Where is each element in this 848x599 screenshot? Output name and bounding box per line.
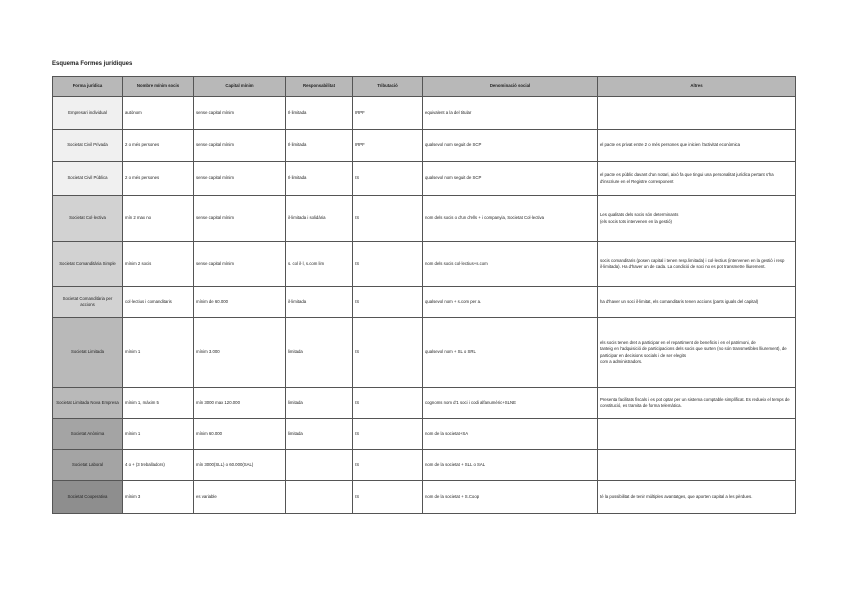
min-partners-cell: 2 o més persones: [123, 130, 194, 162]
company-name-cell: nom de la societat+SA: [423, 419, 598, 450]
min-partners-cell: autònom: [123, 97, 194, 130]
liability-cell: s. col il·l, s.com lim: [286, 242, 353, 287]
header-others: Altres: [598, 77, 796, 97]
liability-cell: il·limitada i solidària: [286, 196, 353, 242]
taxation-cell: IS: [353, 196, 423, 242]
liability-cell: [286, 450, 353, 481]
liability-cell: Il·limitada: [286, 162, 353, 196]
company-name-cell: cognoms nom d'1 soci i codi alfanumèric+SLNE: [423, 388, 598, 419]
company-name-cell: nom de la societat + SLL o SAL: [423, 450, 598, 481]
taxation-cell: IS: [353, 287, 423, 318]
liability-cell: Il·limitada: [286, 130, 353, 162]
table-row: [53, 287, 796, 318]
min-partners-cell: 2 o més persones: [123, 162, 194, 196]
table-row: [53, 481, 796, 514]
legal-form-cell: Societat Comanditària Simple: [53, 242, 123, 287]
legal-form-cell: Societat Limitada Nova Empresa: [53, 388, 123, 419]
taxation-cell: IS: [353, 450, 423, 481]
table-row: [53, 450, 796, 481]
others-cell: el pacte es privat entre 2 o més persones que inicien l'activitat econòmica: [598, 130, 796, 162]
header-taxation: Tributació: [353, 77, 423, 97]
min-partners-cell: 4 o + (3 treballadors): [123, 450, 194, 481]
taxation-cell: IS: [353, 318, 423, 388]
min-capital-cell: mínim de 60.000: [194, 287, 286, 318]
others-cell: té la possibilitat de tenir múltiples avantatges, que aporten capital a les pèrdues.: [598, 481, 796, 514]
legal-form-cell: Societat Col·lectiva: [53, 196, 123, 242]
others-cell: [598, 419, 796, 450]
table-row: [53, 162, 796, 196]
legal-form-cell: Societat Cooperativa: [53, 481, 123, 514]
company-name-cell: qualsevol nom + s.com per a.: [423, 287, 598, 318]
min-partners-cell: mínim 1, màxim 5: [123, 388, 194, 419]
taxation-cell: IS: [353, 388, 423, 419]
liability-cell: [286, 481, 353, 514]
others-cell: ha d'haver un soci il·limitat, els comanditaris tenen accions (parts iguals del capital): [598, 287, 796, 318]
company-name-cell: qualsevol nom seguit de SCP: [423, 162, 598, 196]
taxation-cell: IS: [353, 162, 423, 196]
table-row: [53, 242, 796, 287]
company-name-cell: nom dels socis col·lectius+s.com: [423, 242, 598, 287]
taxation-cell: IS: [353, 419, 423, 450]
legal-form-cell: Societat Comanditària per accions: [53, 287, 123, 318]
min-capital-cell: mín 3000(SLL) o 60.000(SAL): [194, 450, 286, 481]
company-name-cell: qualsevol nom + SL o SRL: [423, 318, 598, 388]
taxation-cell: IS: [353, 242, 423, 287]
taxation-cell: IS: [353, 481, 423, 514]
legal-form-cell: Societat Civil Pública: [53, 162, 123, 196]
legal-form-cell: Societat Limitada: [53, 318, 123, 388]
min-capital-cell: sense capital mínim: [194, 196, 286, 242]
legal-forms-table: [52, 76, 796, 514]
others-cell: socis comanditaris (posen capital i tenen resp.limitada) i col·lectius (intervenen en la gestió i resp il·limitada). Ha d'haver un de cada. La condició de soci no es pot transmetre lliurement.: [598, 242, 796, 287]
liability-cell: Il·limitada: [286, 97, 353, 130]
min-partners-cell: mínim 3: [123, 481, 194, 514]
legal-form-cell: Societat Laboral: [53, 450, 123, 481]
table-row: [53, 388, 796, 419]
header-company-name: Denominació social: [423, 77, 598, 97]
others-cell: el pacte es públic davant d'un notari, això fa que tingui una personalitat jurídica pertant s'ha d'inscriure en el Registre corresponent: [598, 162, 796, 196]
min-partners-cell: mínim 1: [123, 419, 194, 450]
header-min-capital: Capital mínim: [194, 77, 286, 97]
legal-form-cell: Societat Civil Privada: [53, 130, 123, 162]
table-row: [53, 318, 796, 388]
legal-form-cell: Empresari individual: [53, 97, 123, 130]
page-title: Esquema Formes jurídiques: [52, 61, 133, 67]
min-partners-cell: mínim 2 socis: [123, 242, 194, 287]
min-partners-cell: mínim 1: [123, 318, 194, 388]
min-capital-cell: mínim 60.000: [194, 419, 286, 450]
min-capital-cell: mínim 3.000: [194, 318, 286, 388]
min-capital-cell: sense capital mínim: [194, 97, 286, 130]
taxation-cell: IRPF: [353, 97, 423, 130]
others-cell: [598, 97, 796, 130]
liability-cell: limitada: [286, 419, 353, 450]
min-capital-cell: sense capital mínim: [194, 130, 286, 162]
legal-form-cell: Societat Anònima: [53, 419, 123, 450]
header-liability: Responsabilitat: [286, 77, 353, 97]
min-capital-cell: sense capital mínim: [194, 162, 286, 196]
others-cell: els socis tenen dret a participar en el repartiment de beneficis i en el patrimoni, de tanteig en l'adquisició de participacions dels socis que surten (no són transmetibles lliurement), de participar en decisions socials i de ser elegits com a administradors.: [598, 318, 796, 388]
table-row: [53, 196, 796, 242]
min-partners-cell: col·lectius i comanditaris: [123, 287, 194, 318]
table-row: [53, 97, 796, 130]
header-row: [53, 77, 796, 97]
min-capital-cell: sense capital mínim: [194, 242, 286, 287]
others-cell: [598, 450, 796, 481]
company-name-cell: qualsevol nom seguit de SCP: [423, 130, 598, 162]
header-min-partners: Nombre mínim socis: [123, 77, 194, 97]
min-partners-cell: mín 2 max no: [123, 196, 194, 242]
taxation-cell: IRPF: [353, 130, 423, 162]
min-capital-cell: mín 3000 max 120.000: [194, 388, 286, 419]
company-name-cell: equivalent a la del titular: [423, 97, 598, 130]
table-row: [53, 130, 796, 162]
liability-cell: il·limitada: [286, 287, 353, 318]
company-name-cell: nom de la societat + S.Coop: [423, 481, 598, 514]
table-row: [53, 419, 796, 450]
company-name-cell: nom dels socis o d'un d'ells + i companyia, Societat Col·lectiva: [423, 196, 598, 242]
header-legal-form: Forma jurídica: [53, 77, 123, 97]
liability-cell: limitada: [286, 318, 353, 388]
others-cell: Les qualitats dels socis són determinants (els socis tots intervenen en la gestió): [598, 196, 796, 242]
min-capital-cell: es variable: [194, 481, 286, 514]
others-cell: Presenta facilitats fiscals i es pot optar per un sistema comptable simplificat. Es redueix el temps de constitució, es tramita de forma telemàtica.: [598, 388, 796, 419]
liability-cell: limitada: [286, 388, 353, 419]
